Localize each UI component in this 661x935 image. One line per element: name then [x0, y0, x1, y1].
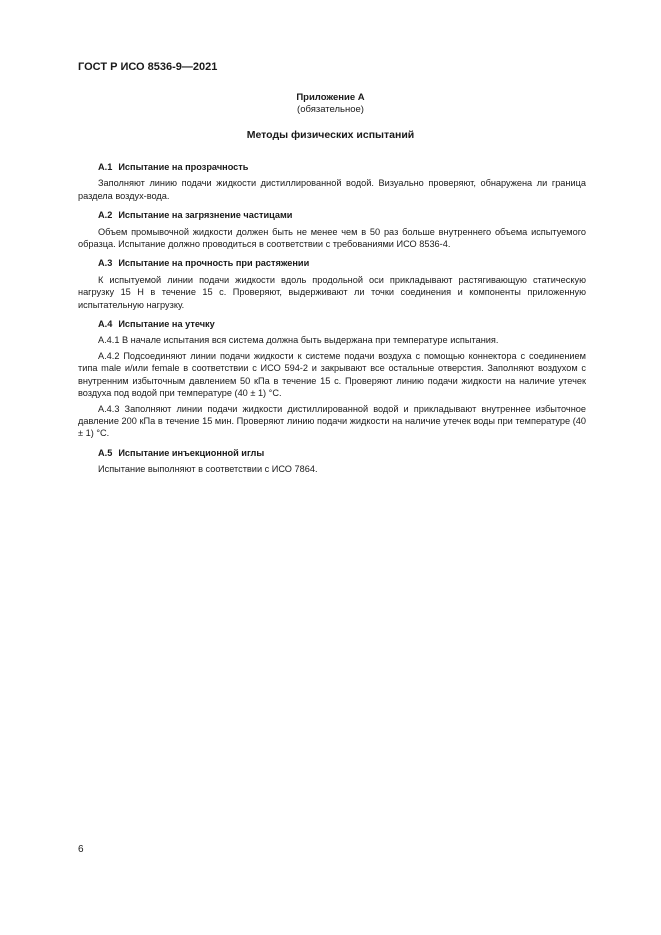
- paragraph: Заполняют линию подачи жидкости дистиллированной водой. Визуально проверяют, обнаружена ли граница раздела воздух-вода.: [78, 178, 586, 201]
- section-number: А.3: [98, 258, 113, 269]
- section-title: Испытание инъекционной иглы: [118, 447, 265, 458]
- section-heading: [98, 257, 586, 269]
- appendix-heading: Методы физических испытаний: [246, 129, 415, 141]
- document-standard-header: ГОСТ Р ИСО 8536-9—2021: [78, 61, 218, 73]
- section-title: Испытание на прозрачность: [118, 162, 249, 172]
- section-number: А.1: [98, 162, 113, 172]
- section-heading: [98, 209, 586, 221]
- paragraph: А.4.3 Заполняют линии подачи жидкости дистиллированной водой и прикладывают внутреннее избыточное давление 200 кПа в течение 15 мин. Проверяют линию подачи жидкости на наличие утечек воды при температуре (40 ± 1) °С.: [78, 403, 586, 439]
- section-number: А.5: [98, 447, 113, 458]
- paragraph: К испытуемой линии подачи жидкости вдоль продольной оси прикладывают растягивающую статическую нагрузку 15 Н в течение 15 с. Проверяют, выдерживают ли точки соединения и компоненты приложенную испытательную нагрузку.: [78, 274, 586, 310]
- section-a4: [78, 318, 586, 440]
- appendix-subtitle: (обязательное): [297, 104, 364, 115]
- section-title: Испытание на прочность при растяжении: [118, 258, 310, 269]
- paragraph: А.4.2 Подсоединяют линии подачи жидкости к системе подачи воздуха с помощью коннектора с соединением типа male и/или female в соответствии с ИСО 594-2 и закрывают все остальные отверстия. Заполняют воздухом с внутренним избыточным давлением 50 кПа в течение 15 с. Проверяют линию подачи жидкости на наличие утечек воздуха под водой при температуре (40 ± 1) °С.: [78, 350, 586, 399]
- appendix-title: Приложение А: [296, 92, 365, 103]
- paragraph: Испытание выполняют в соответствии с ИСО 7864.: [98, 464, 318, 475]
- section-heading: [98, 447, 586, 459]
- section-number: А.2: [98, 210, 113, 221]
- section-a2: [78, 209, 586, 250]
- section-a5: [78, 447, 586, 476]
- paragraph: Объем промывочной жидкости должен быть не менее чем в 50 раз больше внутреннего объема испытуемого образца. Испытание должно проводиться в соответствии с требованиями ИСО 8536-4.: [78, 226, 586, 250]
- section-title: Испытание на загрязнение частицами: [118, 210, 293, 221]
- document-body: [78, 161, 586, 483]
- section-heading: [98, 318, 586, 330]
- section-a1: [78, 161, 586, 202]
- page-number: 6: [78, 844, 84, 855]
- section-number: А.4: [98, 319, 113, 330]
- section-title: Испытание на утечку: [118, 319, 215, 330]
- section-heading: [98, 161, 586, 173]
- section-a3: [78, 257, 586, 311]
- paragraph: А.4.1 В начале испытания вся система должна быть выдержана при температуре испытания.: [98, 335, 499, 346]
